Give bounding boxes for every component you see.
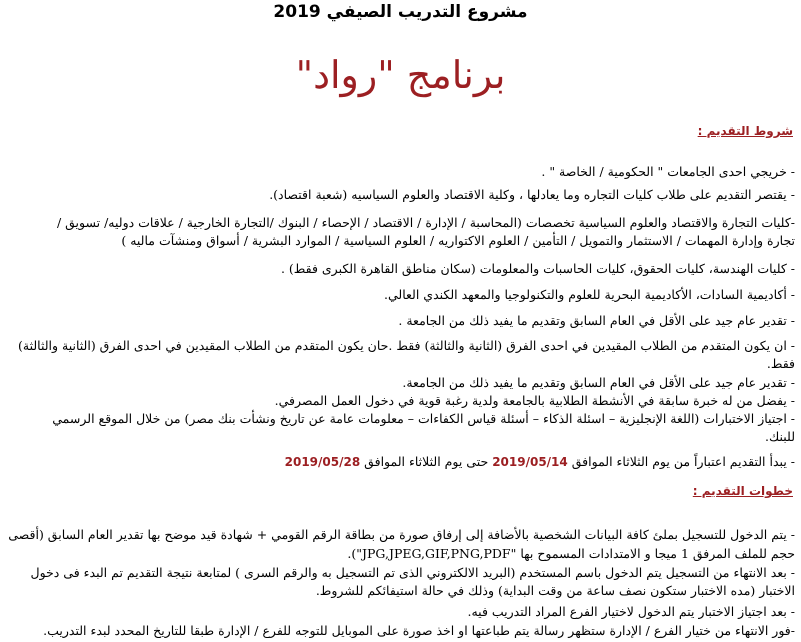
program-title: برنامج "رواد" [295,53,506,97]
steps-line: حجم للملف المرفق 1 ميجا و الامتدادات المسموح بها "JPG,JPEG,GIF,PNG,PDF"). [347,546,795,561]
steps-line: - يتم الدخول للتسجيل بملئ كافة البيانات الشخصية بالأضافة إلى إرفاق صورة من بطاقة الرقم القومي + شهادة قيد موضح بها تقدير العام السابق (أقصى [8,527,795,542]
deadline-end-date: 2019/05/28 [284,455,361,469]
conditions-line: للبنك. [765,429,795,444]
steps-line: - بعد الانتهاء من التسجيل يتم الدخول باسم المستخدم (البريد الالكتروني الذى تم التسجيل به والرقم السرى ) لمتابعة نتيجة التقديم تم البدء فى دخول [30,565,795,580]
conditions-line: - يفضل من له خبرة سابقة في الأنشطة الطلابية بالجامعة ولدية رغبة قوية في دخول العمل المصرفي. [274,393,795,408]
steps-line: - بعد اجتياز الاختبار يتم الدخول لاختيار الفرع المراد التدريب فيه. [467,604,795,619]
conditions-line: - يقتصر التقديم على طلاب كليات التجاره وما يعادلها ، وكلية الاقتصاد والعلوم السياسيه (شعبة اقتصاد). [269,187,795,202]
conditions-line: تجارة وإدارة المهمات / الاستثمار والتمويل / التأمين / العلوم الاكتواريه / العلوم السياسية / الموارد البشرية / أسواق ومنشآت ماليه ) [121,233,795,248]
conditions-line: -كليات التجارة والاقتصاد والعلوم السياسية تخصصات (المحاسبة / الإدارة / الاقتصاد / الإحصاء / البنوك /التجارة الخارجية / علاقات دوليه/ تسويق / [56,215,795,230]
deadline-start-date: 2019/05/14 [492,455,568,469]
steps-line: الاختبار (مده الاختبار ستكون نصف ساعة من وقت البداية) وذلك في حالة استيفائكم للشروط. [315,583,795,598]
conditions-line: فقط. [766,356,795,371]
conditions-line: - كليات الهندسة، كليات الحقوق، كليات الحاسبات والمعلومات (سكان مناطق القاهرة الكبرى فقط) . [280,261,795,276]
conditions-line: - اجتياز الاختبارات (اللغة الإنجليزية – اسئلة الذكاء – أسئلة قياس الكفاءات – معلومات عامة عن تاريخ ونشأت بنك مصر) من خلال الموقع الرسمي [52,411,795,426]
conditions-line: - تقدير عام جيد على الأقل في العام السابق وتقديم ما يفيد ذلك من الجامعة . [398,313,795,328]
conditions-line: - أكاديمية السادات، الأكاديمية البحرية للعلوم والتكنولوجيا والمعهد الكندي العالي. [384,287,795,302]
steps-line: -فور الانتهاء من ختيار الفرع / الإدارة ستظهر رسالة يتم طباعتها او اخذ صورة على الموبايل للتوجه للفرع / الإدارة طبقا للتاريخ المحدد لبدء التدريب. [43,623,795,638]
section-heading-steps: خطوات التقديم : [692,484,793,498]
conditions-line: - ان يكون المتقدم من الطلاب المقيدين في احدى الفرق (الثانية والثالثة) فقط .حان يكون المتقدم من الطلاب المقيدين في احدى الفرق (الثانية والثالثة) [17,338,795,353]
deadline-prefix: - يبدأ التقديم اعتباراً من يوم الثلاثاء الموافق [571,454,795,469]
section-heading-conditions: شروط التقديم : [697,124,793,138]
deadline-middle: حتى يوم الثلاثاء الموافق [364,454,489,469]
conditions-line: - خريجي احدى الجامعات " الحكومية / الخاصة " . [541,164,795,179]
page-title: مشروع التدريب الصيفي 2019 [273,2,528,22]
deadline-line [5,454,795,470]
conditions-line: - تقدير عام جيد على الأقل في العام السابق وتقديم ما يفيد ذلك من الجامعة. [402,375,795,390]
